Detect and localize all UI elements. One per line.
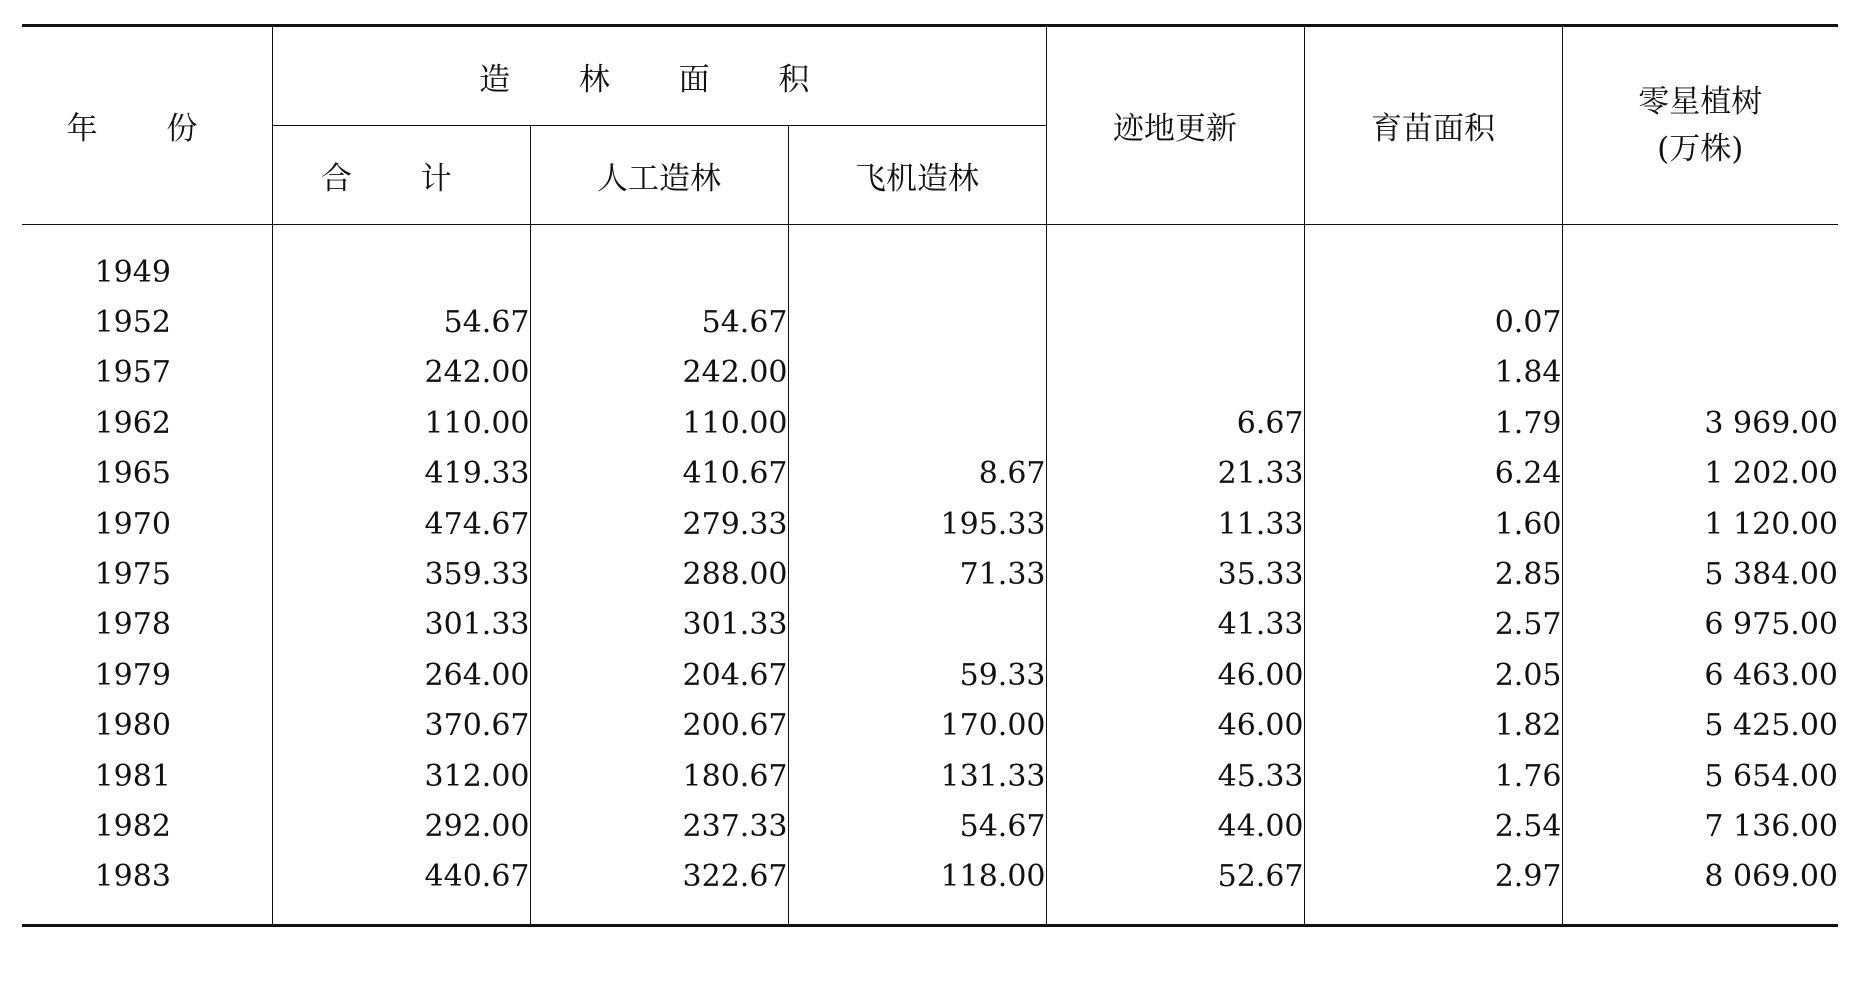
cell-regeneration — [1046, 247, 1304, 297]
cell-regeneration: 52.67 — [1046, 852, 1304, 902]
cell-artificial: 288.00 — [530, 549, 788, 599]
cell-nursery: 1.60 — [1304, 499, 1562, 549]
cell-nursery: 1.82 — [1304, 701, 1562, 751]
cell-scattered-trees: 1 202.00 — [1704, 456, 1839, 492]
cell-artificial: 242.00 — [530, 348, 788, 398]
cell-total: 440.67 — [272, 852, 530, 902]
cell-total: 419.33 — [272, 449, 530, 499]
table-row — [22, 449, 1838, 499]
cell-artificial — [530, 247, 788, 297]
afforestation-table — [22, 24, 1838, 927]
cell-regeneration: 21.33 — [1046, 449, 1304, 499]
header-year: 年 份 — [22, 26, 272, 225]
table-row — [22, 801, 1838, 851]
cell-scattered-trees — [1562, 247, 1838, 297]
cell-aerial: 8.67 — [788, 449, 1046, 499]
cell-regeneration: 35.33 — [1046, 549, 1304, 599]
cell-regeneration: 46.00 — [1046, 701, 1304, 751]
cell-scattered-trees: 8 069.00 — [1704, 859, 1839, 895]
cell-scattered-trees: 6 975.00 — [1704, 607, 1839, 643]
cell-aerial — [788, 600, 1046, 650]
cell-year: 1983 — [22, 852, 272, 902]
table-body — [22, 225, 1838, 926]
header-artificial: 人工造林 — [530, 126, 788, 225]
cell-scattered-trees: 6 463.00 — [1704, 657, 1839, 693]
cell-aerial — [788, 247, 1046, 297]
cell-regeneration — [1046, 348, 1304, 398]
cell-regeneration: 45.33 — [1046, 751, 1304, 801]
cell-scattered-trees: 5 425.00 — [1704, 708, 1839, 744]
cell-year: 1979 — [22, 650, 272, 700]
table-row — [22, 348, 1838, 398]
cell-aerial — [788, 398, 1046, 448]
cell-artificial: 54.67 — [530, 297, 788, 347]
cell-year: 1982 — [22, 801, 272, 851]
cell-artificial: 322.67 — [530, 852, 788, 902]
cell-regeneration: 41.33 — [1046, 600, 1304, 650]
cell-total: 301.33 — [272, 600, 530, 650]
table-row — [22, 650, 1838, 700]
table-header — [22, 26, 1838, 225]
header-total: 合 计 — [272, 126, 530, 225]
cell-artificial: 110.00 — [530, 398, 788, 448]
cell-scattered-trees: 5 654.00 — [1704, 758, 1839, 794]
cell-year: 1981 — [22, 751, 272, 801]
cell-artificial: 279.33 — [530, 499, 788, 549]
cell-total: 292.00 — [272, 801, 530, 851]
table-spacer-row — [22, 902, 1838, 926]
cell-nursery: 2.97 — [1304, 852, 1562, 902]
cell-year: 1949 — [22, 247, 272, 297]
header-regeneration: 迹地更新 — [1046, 26, 1304, 225]
cell-nursery: 2.05 — [1304, 650, 1562, 700]
cell-artificial: 204.67 — [530, 650, 788, 700]
cell-regeneration: 11.33 — [1046, 499, 1304, 549]
header-nursery-area: 育苗面积 — [1304, 26, 1562, 225]
cell-regeneration — [1046, 297, 1304, 347]
table-row — [22, 701, 1838, 751]
cell-nursery: 1.76 — [1304, 751, 1562, 801]
table-row — [22, 852, 1838, 902]
cell-nursery: 1.79 — [1304, 398, 1562, 448]
table-row — [22, 499, 1838, 549]
header-aerial: 飞机造林 — [788, 126, 1046, 225]
header-scattered-trees-line1: 零星植树 — [1638, 83, 1763, 120]
cell-scattered-trees — [1562, 348, 1838, 398]
table-row — [22, 549, 1838, 599]
cell-year: 1970 — [22, 499, 272, 549]
table-row — [22, 247, 1838, 297]
cell-total: 312.00 — [272, 751, 530, 801]
cell-nursery: 0.07 — [1304, 297, 1562, 347]
cell-aerial: 71.33 — [788, 549, 1046, 599]
cell-artificial: 200.67 — [530, 701, 788, 751]
cell-total: 54.67 — [272, 297, 530, 347]
cell-year: 1962 — [22, 398, 272, 448]
table-row — [22, 600, 1838, 650]
cell-year: 1978 — [22, 600, 272, 650]
cell-scattered-trees — [1562, 297, 1838, 347]
cell-total — [272, 247, 530, 297]
cell-nursery — [1304, 247, 1562, 297]
cell-regeneration: 44.00 — [1046, 801, 1304, 851]
cell-aerial — [788, 297, 1046, 347]
cell-aerial: 170.00 — [788, 701, 1046, 751]
cell-total: 110.00 — [272, 398, 530, 448]
header-scattered-trees — [1562, 26, 1838, 225]
header-scattered-trees-unit: (万株) — [1657, 130, 1744, 167]
cell-nursery: 2.57 — [1304, 600, 1562, 650]
cell-total: 242.00 — [272, 348, 530, 398]
cell-total: 359.33 — [272, 549, 530, 599]
cell-artificial: 180.67 — [530, 751, 788, 801]
table-row — [22, 398, 1838, 448]
cell-total: 474.67 — [272, 499, 530, 549]
cell-year: 1980 — [22, 701, 272, 751]
table-spacer-row — [22, 225, 1838, 248]
cell-scattered-trees: 1 120.00 — [1704, 506, 1839, 542]
cell-aerial: 195.33 — [788, 499, 1046, 549]
cell-nursery: 2.85 — [1304, 549, 1562, 599]
cell-aerial — [788, 348, 1046, 398]
cell-nursery: 1.84 — [1304, 348, 1562, 398]
cell-artificial: 410.67 — [530, 449, 788, 499]
cell-nursery: 6.24 — [1304, 449, 1562, 499]
table-row — [22, 751, 1838, 801]
cell-aerial: 59.33 — [788, 650, 1046, 700]
cell-scattered-trees: 3 969.00 — [1704, 405, 1839, 441]
cell-total: 264.00 — [272, 650, 530, 700]
cell-scattered-trees: 7 136.00 — [1704, 808, 1839, 844]
cell-total: 370.67 — [272, 701, 530, 751]
header-afforestation-area: 造 林 面 积 — [272, 26, 1046, 126]
cell-artificial: 237.33 — [530, 801, 788, 851]
cell-aerial: 118.00 — [788, 852, 1046, 902]
cell-nursery: 2.54 — [1304, 801, 1562, 851]
cell-aerial: 54.67 — [788, 801, 1046, 851]
cell-year: 1957 — [22, 348, 272, 398]
cell-regeneration: 46.00 — [1046, 650, 1304, 700]
cell-aerial: 131.33 — [788, 751, 1046, 801]
cell-artificial: 301.33 — [530, 600, 788, 650]
cell-year: 1965 — [22, 449, 272, 499]
table-row — [22, 297, 1838, 347]
cell-year: 1952 — [22, 297, 272, 347]
cell-regeneration: 6.67 — [1046, 398, 1304, 448]
cell-scattered-trees: 5 384.00 — [1704, 557, 1839, 593]
cell-year: 1975 — [22, 549, 272, 599]
